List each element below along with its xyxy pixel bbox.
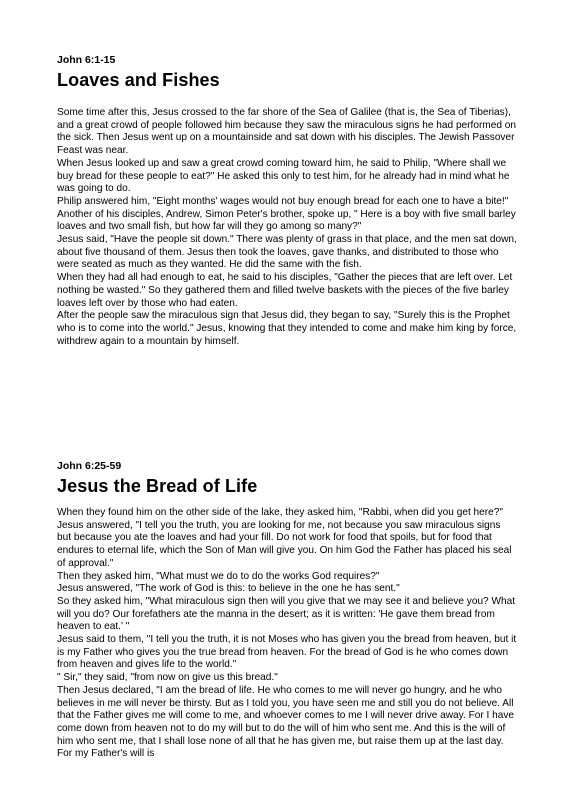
paragraph: Philip answered him, "Eight months' wages would not buy enough bread for each one to have a bite!" [57,195,509,207]
paragraph: Jesus said to them, "I tell you the truth, it is not Moses who has given you the bread from heaven, but it is my Father who gives you the true bread from heaven. For the bread of God is he who comes down from heaven and gives life to the world." [57,634,517,671]
paragraph: After the people saw the miraculous sign that Jesus did, they began to say, "Surely this is the Prophet who is to come into the world." Jesus, knowing that they intended to come and make him king by force, withdrew again to a mountain by himself. [57,310,517,347]
paragraph: Then they asked him, "What must we do to do the works God requires?" [57,570,380,582]
passage-title: Loaves and Fishes [57,70,220,90]
paragraph: When Jesus looked up and saw a great crowd coming toward him, he said to Philip, "Where shall we buy bread for these people to eat?" He asked this only to test him, for he already had in mind what he was going to do. [57,157,510,195]
passage-reference: John 6:1-15 [57,54,116,66]
paragraph: Jesus answered, "The work of God is this: to believe in the one he has sent." [57,583,400,595]
paragraph: Another of his disciples, Andrew, Simon Peter's brother, spoke up, " Here is a boy with five small barley loaves and two small fish, but how far will they go among so many?" [57,208,516,233]
paragraph: Then Jesus declared, "I am the bread of life. He who comes to me will never go hungry, and he who believes in me will never be thirsty. But as I told you, you have seen me and still you do not believe. All that the Father gives me will come to me, and whoever comes to me I will never drive away. For I have come down from heaven not to do my will but to do the will of him who sent me. And this is the will of him who sent me, that I shall lose none of all that he has given me, but raise them up at the last day. For my Father's will is [57,684,515,760]
passage-section-loaves-and-fishes [57,54,517,348]
paragraph: So they asked him, "What miraculous sign then will you give that we may see it and believe you? What will you do? Our forefathers ate the manna in the desert; as it is written: 'He gave them bread from heaven to eat.' " [57,595,516,633]
paragraph: Some time after this, Jesus crossed to the far shore of the Sea of Galilee (that is, the Sea of Tiberias), and a great crowd of people followed him because they saw the miraculous signs he had performed on the sick. Then Jesus went up on a mountainside and sat down with his disciples. The Jewish Passover Feast was near. [57,107,516,157]
passage-body [57,507,517,761]
paragraph: " Sir," they said, "from now on give us this bread." [57,672,278,684]
passage-section-bread-of-life [57,460,517,761]
paragraph: Jesus answered, "I tell you the truth, you are looking for me, not because you saw miraculous signs but because you ate the loaves and had your fill. Do not work for food that spoils, but for food that endures to eternal life, which the Son of Man will give you. On him God the Father has placed his seal of approval." [57,519,512,569]
passage-title: Jesus the Bread of Life [57,476,258,496]
passage-reference: John 6:25-59 [57,460,122,472]
paragraph: When they had all had enough to eat, he said to his disciples, "Gather the pieces that are left over. Let nothing be wasted." So they gathered them and filled twelve baskets with the pieces of the five barley loaves left over by those who had eaten. [57,272,513,309]
paragraph: Jesus said, "Have the people sit down." There was plenty of grass in that place, and the men sat down, about five thousand of them. Jesus then took the loaves, gave thanks, and distributed to those who were seated as much as they wanted. He did the same with the fish. [57,234,517,271]
passage-body [57,107,517,348]
paragraph: When they found him on the other side of the lake, they asked him, "Rabbi, when did you get here?" [57,507,503,518]
